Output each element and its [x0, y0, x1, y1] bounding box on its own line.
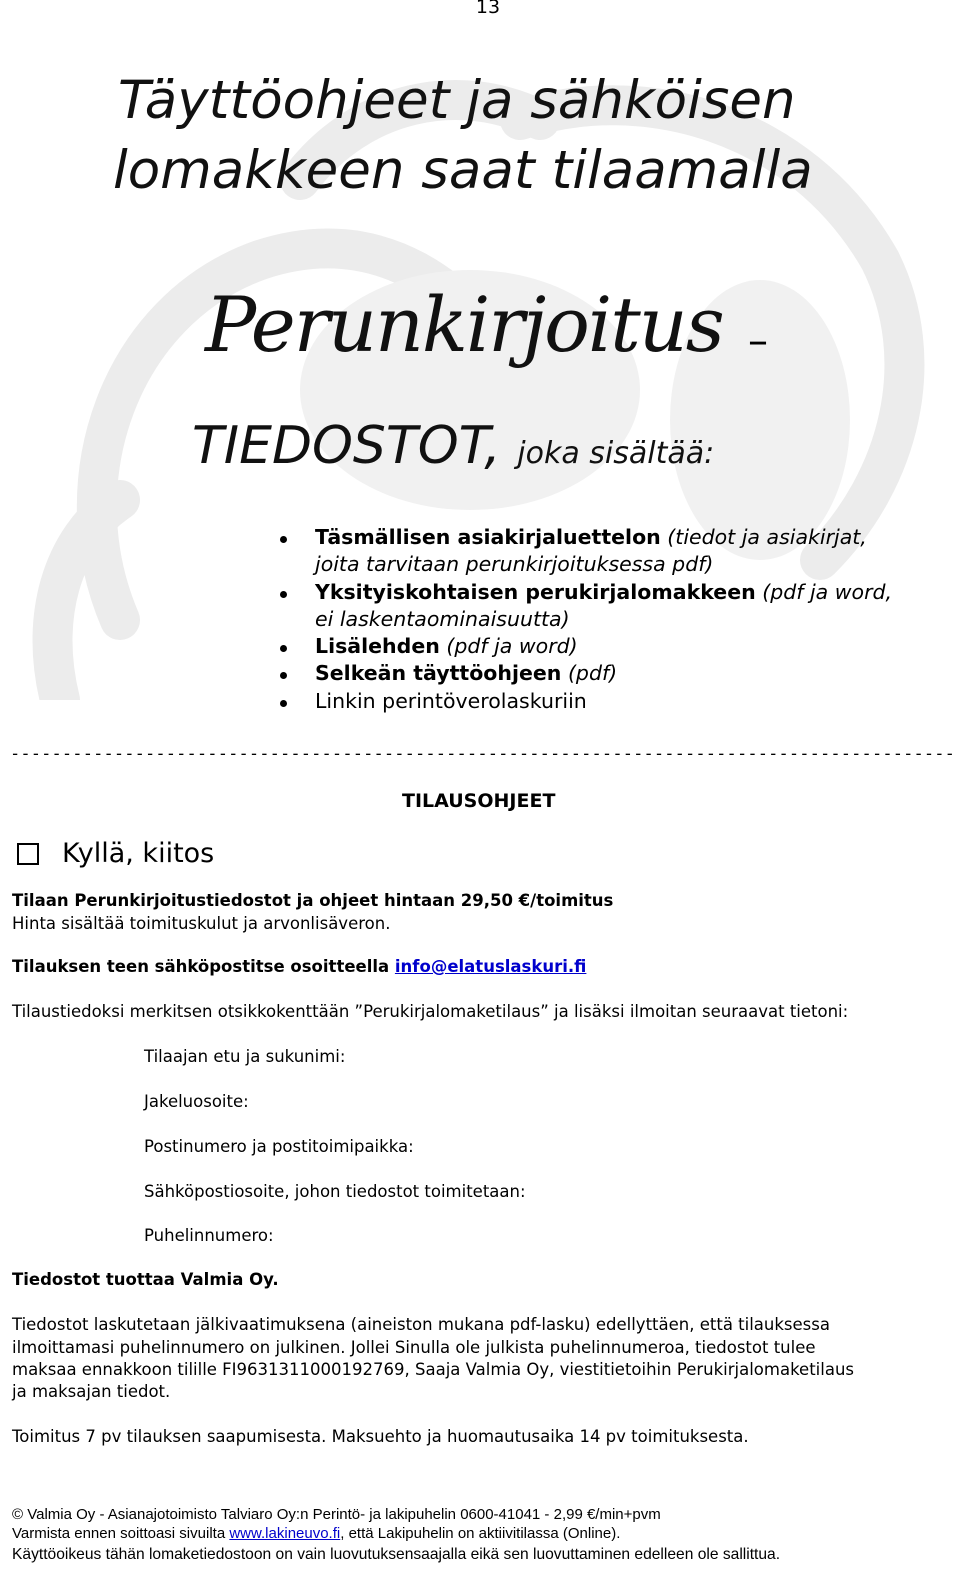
list-item: Yksityiskohtaisen perukirjalomakkeen (pdf ja word, ei laskentaominaisuutta)	[280, 579, 950, 634]
price-line: Tilaan Perunkirjoitustiedostot ja ohjeet hintaan 29,50 €/toimitus	[12, 891, 614, 910]
heading-line-2: lomakkeen saat tilaamalla	[113, 140, 813, 201]
order-heading: TILAUSOHJEET	[402, 790, 556, 812]
files-heading	[192, 416, 714, 476]
email-link[interactable]: info@elatuslaskuri.fi	[394, 957, 587, 976]
subject-instruction: Tilaustiedoksi merkitsen otsikkokenttään ”Perukirjalomaketilaus” ja lisäksi ilmoitan seuraavat tietoni:	[12, 1002, 849, 1021]
field-email: Sähköpostiosoite, johon tiedostot toimitetaan:	[144, 1182, 526, 1201]
bullet-icon	[280, 645, 287, 652]
field-name: Tilaajan etu ja sukunimi:	[144, 1047, 346, 1066]
title-dash: –	[748, 318, 768, 364]
heading-line-1: Täyttöohjeet ja sähköisen	[118, 70, 796, 131]
billing-line-2: ilmoittamasi puhelinnumero on julkinen. Jollei Sinulla ole julkista puhelinnumeroa, tiedostot tulee	[12, 1338, 816, 1357]
producer-line: Tiedostot tuottaa Valmia Oy.	[12, 1270, 279, 1289]
footer-verify: Varmista ennen soittoasi sivuilta www.lakineuvo.fi, että Lakipuhelin on aktiivitilassa (Online).	[12, 1525, 621, 1542]
billing-line-4: ja maksajan tiedot.	[12, 1382, 171, 1401]
list-item: Linkin perintöverolaskuriin	[280, 688, 950, 715]
footer-license: Käyttöoikeus tähän lomaketiedostoon on vain luovutuksensaajalla eikä sen luovuttaminen edelleen ole sallittua.	[12, 1546, 781, 1563]
lakineuvo-link[interactable]: www.lakineuvo.fi	[229, 1525, 341, 1542]
bullet-icon	[280, 672, 287, 679]
page-number: 13	[475, 0, 501, 18]
billing-line-1: Tiedostot laskutetaan jälkivaatimuksena (aineiston mukana pdf-lasku) edellyttäen, että tilauksessa	[12, 1315, 830, 1334]
separator-line: -------------------------------------------------------------------------------------------	[10, 744, 956, 764]
bullet-icon	[280, 591, 287, 598]
field-address: Jakeluosoite:	[144, 1092, 249, 1111]
field-phone: Puhelinnumero:	[144, 1226, 274, 1245]
delivery-terms: Toimitus 7 pv tilauksen saapumisesta. Maksuehto ja huomautusaika 14 pv toimituksesta.	[12, 1427, 749, 1446]
script-title: Perunkirjoitus	[205, 280, 723, 369]
bullet-icon	[280, 536, 287, 543]
list-item: Lisälehden (pdf ja word)	[280, 633, 950, 660]
files-suffix: joka sisältää:	[517, 436, 715, 471]
feature-list	[280, 524, 950, 715]
price-note: Hinta sisältää toimituskulut ja arvonlisäveron.	[12, 914, 391, 933]
list-item: Täsmällisen asiakirjaluettelon (tiedot ja asiakirjat, joita tarvitaan perunkirjoituksessa pdf)	[280, 524, 950, 579]
checkbox-label: Kyllä, kiitos	[62, 838, 215, 869]
footer-copyright: © Valmia Oy - Asianajotoimisto Talviaro Oy:n Perintö- ja lakipuhelin 0600-41041 - 2,99 €/min+pvm	[12, 1506, 661, 1523]
email-line: Tilauksen teen sähköpostitse osoitteella info@elatuslaskuri.fi	[12, 957, 587, 976]
field-postal: Postinumero ja postitoimipaikka:	[144, 1137, 414, 1156]
billing-line-3: maksaa ennakkoon tilille FI9631311000192769, Saaja Valmia Oy, viestitietoihin Perukirjalomaketilaus	[12, 1360, 854, 1379]
files-label: TIEDOSTOT,	[192, 416, 501, 476]
bullet-icon	[280, 700, 287, 707]
list-item: Selkeän täyttöohjeen (pdf)	[280, 660, 950, 687]
order-checkbox[interactable]	[17, 843, 39, 865]
